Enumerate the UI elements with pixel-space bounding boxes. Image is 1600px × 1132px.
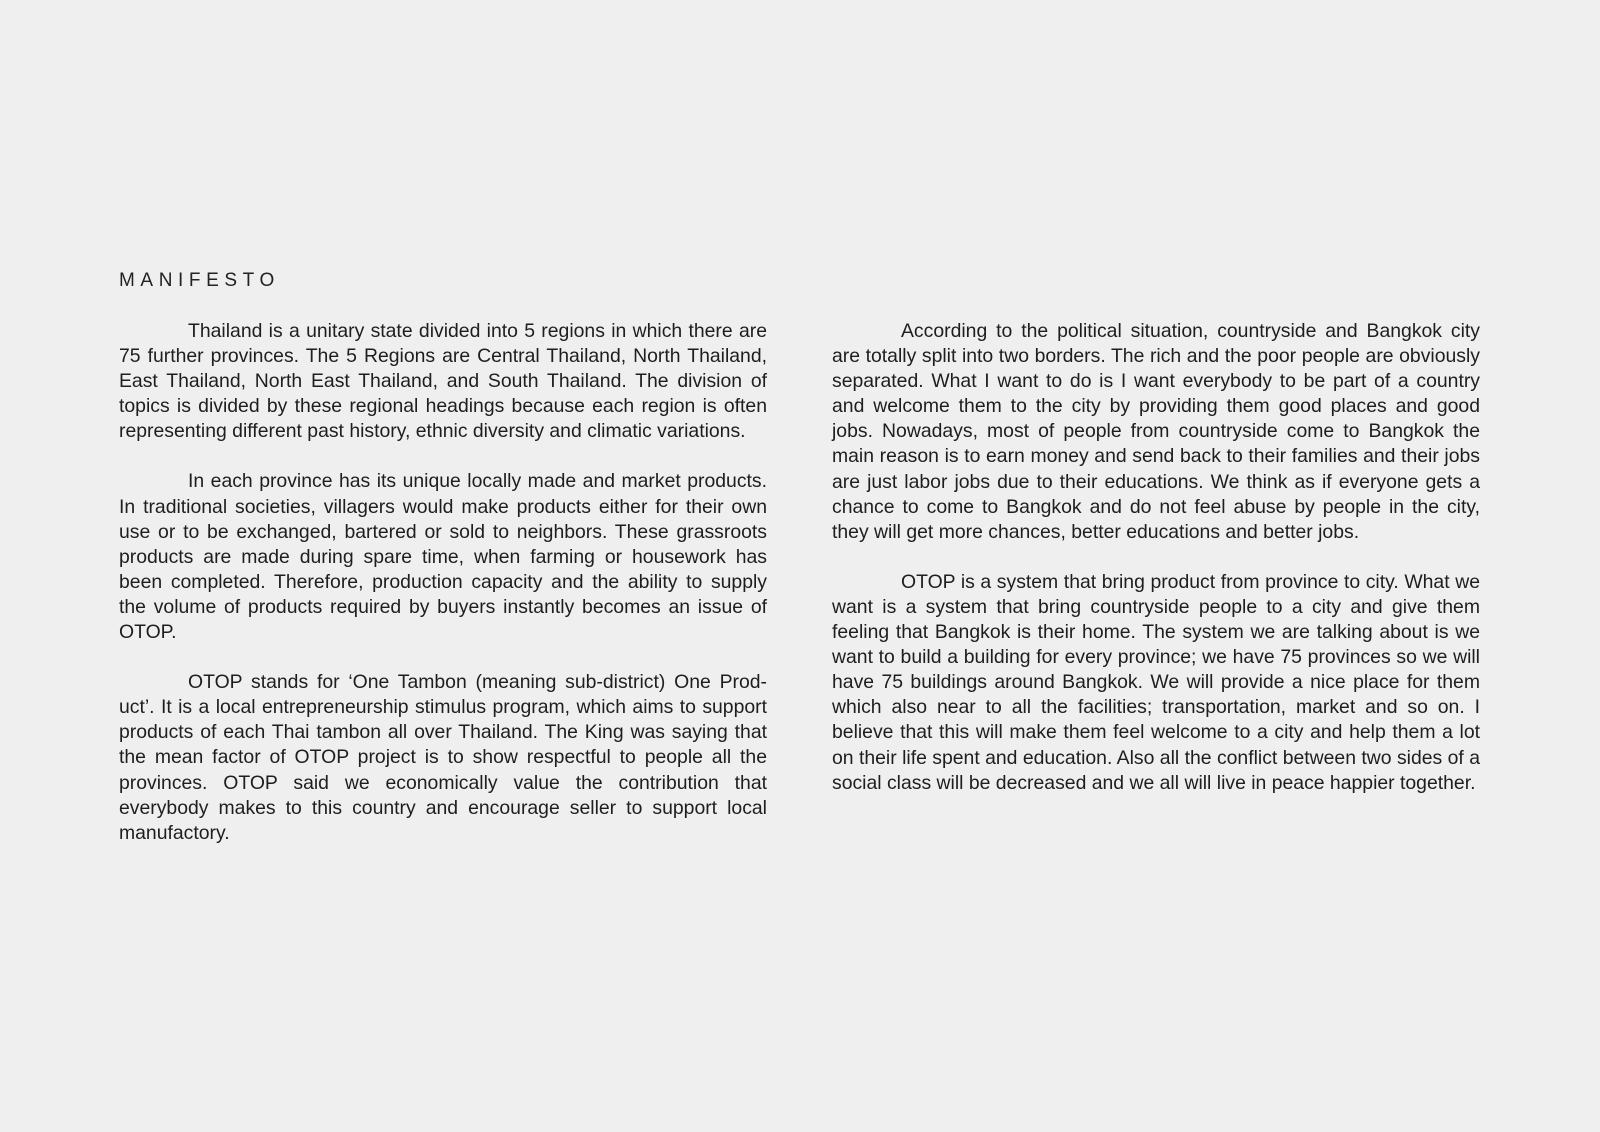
- paragraph: OTOP is a system that bring product from province to city. What we want is a system that bring countryside people to a city and give them feeling that Bangkok is their home. The system we are talking about is we want to build a building for every province; we have 75 provinces so we will have 75 buildings around Bangkok. We will provide a nice place for them which also near to all the facilities; transportation, market and so on. I believe that this will make them feel welcome to a city and help them a lot on their life spent and education. Also all the conflict between two sides of a social class will be decreased and we all will live in peace happier together.: [832, 570, 1480, 794]
- right-column: [832, 319, 1480, 821]
- page-title: MANIFESTO: [119, 270, 280, 291]
- left-column: [119, 319, 767, 871]
- paragraph: Thailand is a unitary state divided into 5 regions in which there are 75 further provinces. The 5 Regions are Central Thailand, North Thailand, East Thailand, North East Thailand, and South Thailand. The division of topics is divided by these regional headings because each region is often representing different past history, ethnic diversity and climatic variations.: [119, 320, 767, 443]
- paragraph: OTOP stands for ‘One Tambon (meaning sub-district) One Product’. It is a local entrepreneurship stimulus program, which aims to support products of each Thai tambon all over Thailand. The King was saying that the mean factor of OTOP project is to show respectful to people all the provinces. OTOP said we economically value the contribution that everybody makes to this country and encourage seller to support local manufactory.: [119, 671, 767, 844]
- paragraph: According to the political situation, countryside and Bangkok city are totally split into two borders. The rich and the poor people are obviously separated. What I want to do is I want everybody to be part of a country and welcome them to the city by providing them good places and good jobs. Nowadays, most of people from countryside come to Bangkok the main reason is to earn money and send back to their families and their jobs are just labor jobs due to their educations. We think as if everyone gets a chance to come to Bangkok and do not feel abuse by people in the city, they will get more chances, better educations and better jobs.: [832, 320, 1480, 543]
- paragraph: In each province has its unique locally made and market products. In traditional societies, villagers would make products either for their own use or to be exchanged, bartered or sold to neighbors. These grassroots products are made during spare time, when farming or housework has been completed. Therefore, production capacity and the ability to supply the volume of products required by buyers instantly becomes an issue of OTOP.: [119, 470, 767, 644]
